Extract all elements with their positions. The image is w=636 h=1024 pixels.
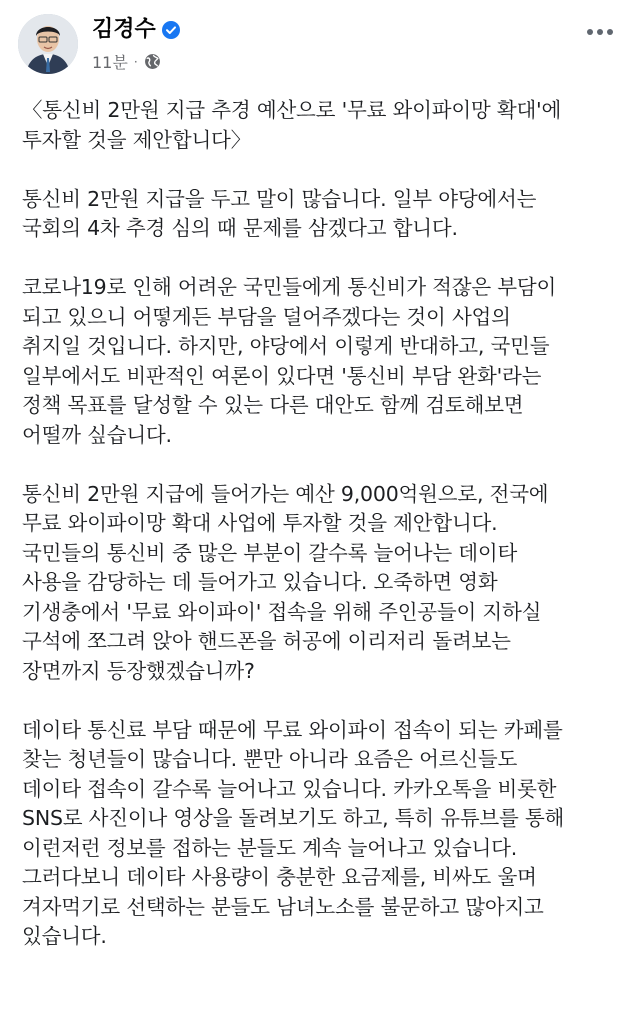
post-paragraph-title [22, 96, 622, 155]
text-line: 코로나19로 인해 어려운 국민들에게 통신비가 적잖은 부담이 [22, 275, 557, 299]
text-line: 어떨까 싶습니다. [22, 422, 172, 447]
text-line: 그러다보니 데이타 사용량이 충분한 요금제를, 비싸도 울며 [22, 865, 537, 889]
text-line: 사용을 감당하는 데 들어가고 있습니다. 오죽하면 영화 [22, 570, 498, 594]
post-paragraph [22, 716, 622, 952]
text-line: 일부에서도 비판적인 여론이 있다면 '통신비 부담 완화'라는 [22, 363, 542, 388]
text-line: 찾는 청년들이 많습니다. 뿐만 아니라 요즘은 어르신들도 [22, 747, 518, 771]
post-paragraph [22, 185, 622, 244]
post-meta [92, 50, 161, 73]
text-line: 장면까지 등장했겠습니까? [22, 658, 255, 683]
more-dot [607, 29, 613, 35]
text-line: 통신비 2만원 지급에 들어가는 예산 9,000억원으로, 전국에 [22, 481, 549, 506]
text-line: 정책 목표를 달성할 수 있는 다른 대안도 함께 검토해보면 [22, 393, 524, 417]
text-line: 투자할 것을 제안합니다〉 [22, 127, 251, 152]
author-name-row [92, 16, 180, 44]
text-line: 무료 와이파이망 확대 사업에 투자할 것을 제안합니다. [22, 511, 498, 535]
post-paragraph [22, 480, 622, 687]
text-line: 기생충에서 '무료 와이파이' 접속을 위해 주인공들이 지하실 [22, 599, 542, 624]
more-options-icon[interactable] [582, 18, 618, 46]
text-line: 이런저런 정보를 접하는 분들도 계속 늘어나고 있습니다. [22, 835, 518, 860]
text-line: 〈통신비 2만원 지급 추경 예산으로 '무료 와이파이망 확대'에 [22, 98, 562, 122]
more-dot [587, 29, 593, 35]
author-avatar[interactable] [18, 14, 78, 74]
text-line: 취지일 것입니다. 하지만, 야당에서 이렇게 반대하고, 국민들 [22, 334, 550, 358]
more-dot [597, 29, 603, 35]
text-line: SNS로 사진이나 영상을 돌려보기도 하고, 특히 유튜브를 통해 [22, 806, 565, 830]
text-line: 통신비 2만원 지급을 두고 말이 많습니다. 일부 야당에서는 [22, 186, 537, 211]
text-line: 구석에 쪼그려 앉아 핸드폰을 허공에 이리저리 돌려보는 [22, 629, 511, 653]
text-line: 있습니다. [22, 924, 107, 948]
verified-badge-icon [162, 21, 180, 39]
text-line: 데이타 접속이 갈수록 늘어나고 있습니다. 카카오톡을 비롯한 [22, 776, 557, 801]
post-paragraph [22, 273, 622, 450]
text-line: 겨자먹기로 선택하는 분들도 남녀노소를 불문하고 많아지고 [22, 894, 544, 919]
author-name[interactable]: 김경수 [92, 17, 156, 42]
post-timestamp[interactable]: 11분 [92, 53, 128, 72]
text-line: 데이타 통신료 부담 때문에 무료 와이파이 접속이 되는 카페를 [22, 717, 563, 742]
avatar-image [18, 14, 78, 74]
text-line: 국회의 4차 추경 심의 때 문제를 삼겠다고 합니다. [22, 216, 458, 240]
meta-separator: · [133, 54, 138, 69]
text-line: 국민들의 통신비 중 많은 부분이 갈수록 늘어나는 데이타 [22, 540, 518, 565]
text-line: 되고 있으니 어떻게든 부담을 덜어주겠다는 것이 사업의 [22, 304, 511, 329]
post-body [22, 96, 622, 981]
globe-icon[interactable] [144, 53, 161, 70]
post-header [18, 14, 626, 76]
